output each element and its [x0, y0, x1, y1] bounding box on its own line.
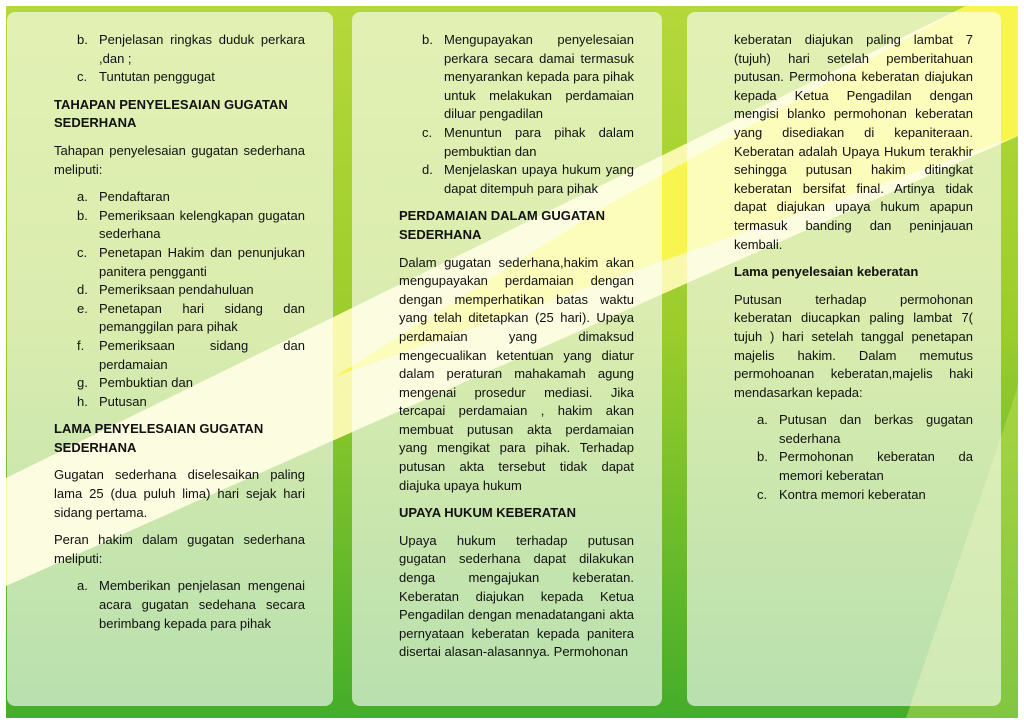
- paragraph-perdamaian: Dalam gugatan sederhana,hakim akan mengupayakan perdamaian dengan dengan memperhatikan batas waktu yang telah ditetapkan (25 hari). Upaya perdamaian yang dimaksud mengecualikan ketentuan yang diatur dalam peraturan mahakamah agung mengenai prosedur mediasi. Jika tercapai perdamaian , hakim akan membuat putusan akta perdamaian yang mengikat para pihak. Terhadap putusan akta tersebut tidak dapat diajuka upaya hukum: [399, 254, 634, 493]
- list-item: d. Menjelaskan upaya hukum yang dapat ditempuh para pihak: [422, 162, 634, 196]
- paragraph-peran-hakim: Peran hakim dalam gugatan sederhana meliputi:: [54, 532, 305, 566]
- panel-right: [687, 12, 1001, 706]
- list-item: b. Pemeriksaan kelengkapan gugatan sederhana: [77, 207, 305, 242]
- list-item: c. Kontra memori keberatan: [757, 486, 926, 502]
- list-item: b. Permohonan keberatan da memori keberatan: [757, 449, 973, 484]
- panel-left: [7, 12, 333, 706]
- list-item: a. Putusan dan berkas gugatan sederhana: [757, 412, 973, 446]
- paragraph-lama-penyelesaian: Gugatan sederhana diselesaikan paling lama 25 (dua puluh lima) hari sejak hari sidang pertama.: [54, 467, 305, 520]
- list-item: f. Pemeriksaan sidang dan perdamaian: [77, 337, 305, 372]
- paragraph-upaya-hukum: Upaya hukum terhadap putusan gugatan sederhana dapat dilakukan denga mengajukan keberatan. Keberatan diajukan kepada Ketua Pengadilan dengan menadatangani akta pernyataan keberatan kepada panitera disertai alasan-alasannya. Permohonan: [399, 532, 634, 660]
- list-item: c. Penetapan Hakim dan penunjukan panitera pengganti: [77, 244, 305, 279]
- list-peran-hakim: [54, 577, 305, 633]
- list-item: c. Tuntutan penggugat: [77, 69, 215, 85]
- heading-upaya-hukum: UPAYA HUKUM KEBERATAN: [399, 505, 576, 521]
- heading-lama-keberatan: Lama penyelesaian keberatan: [734, 264, 919, 280]
- list-item: a. Pendaftaran: [77, 189, 170, 205]
- paragraph-putusan-keberatan: Putusan terhadap permohonan keberatan diucapkan paling lambat 7( tujuh ) hari setelah tanggal penetapan majelis hakim. Dalam memutus permohoanan keberatan,majelis haki mendasarkan kepada:: [734, 291, 973, 400]
- list-item: e. Penetapan hari sidang dan pemanggilan para pihak: [77, 300, 305, 335]
- list-tahapan: [54, 188, 305, 411]
- heading-perdamaian: PERDAMAIAN DALAM GUGATAN SEDERHANA: [399, 208, 606, 242]
- list-item: a. Memberikan penjelasan mengenai acara gugatan sedehana secara berimbang kepada para pihak: [77, 578, 305, 631]
- list-gugatan-contents: [54, 31, 305, 87]
- heading-tahapan: TAHAPAN PENYELESAIAN GUGATAN SEDERHANA: [54, 96, 288, 131]
- panel-middle: [352, 12, 662, 706]
- list-item: c. Menuntun para pihak dalam pembuktian dan: [422, 124, 634, 159]
- list-peran-hakim-cont: [399, 31, 634, 198]
- heading-lama-penyelesaian: LAMA PENYELESAIAN GUGATAN SEDERHANA: [54, 421, 264, 455]
- list-item: d. Pemeriksaan pendahuluan: [77, 282, 254, 298]
- list-dasar-putusan: [734, 411, 973, 504]
- paragraph-keberatan-cont: keberatan diajukan paling lambat 7 (tujuh) hari setelah pemberitahuan putusan. Permohona keberatan diajukan kepada Ketua Pengadilan dengan mengisi blanko permohonan keberatan yang disediakan di kepaniteraan. Keberatan adalah Upaya Hukum terakhir sehingga putusan hakim ditingkat keberatan bersifat final. Artinya tidak dapat diajukan upaya hukum apapun termasuk banding dan peninjauan kembali.: [734, 32, 973, 252]
- list-item: b. Mengupayakan penyelesaian perkara secara damai termasuk menyarankan kepada para pihak untuk melakukan perdamaian diluar pengadilan: [422, 32, 634, 122]
- paragraph-tahapan: Tahapan penyelesaian gugatan sederhana meliputi:: [54, 142, 305, 177]
- list-item: h. Putusan: [77, 393, 147, 409]
- list-item: g. Pembuktian dan: [77, 375, 193, 391]
- list-item: b. Penjelasan ringkas duduk perkara ,dan ;: [77, 32, 305, 66]
